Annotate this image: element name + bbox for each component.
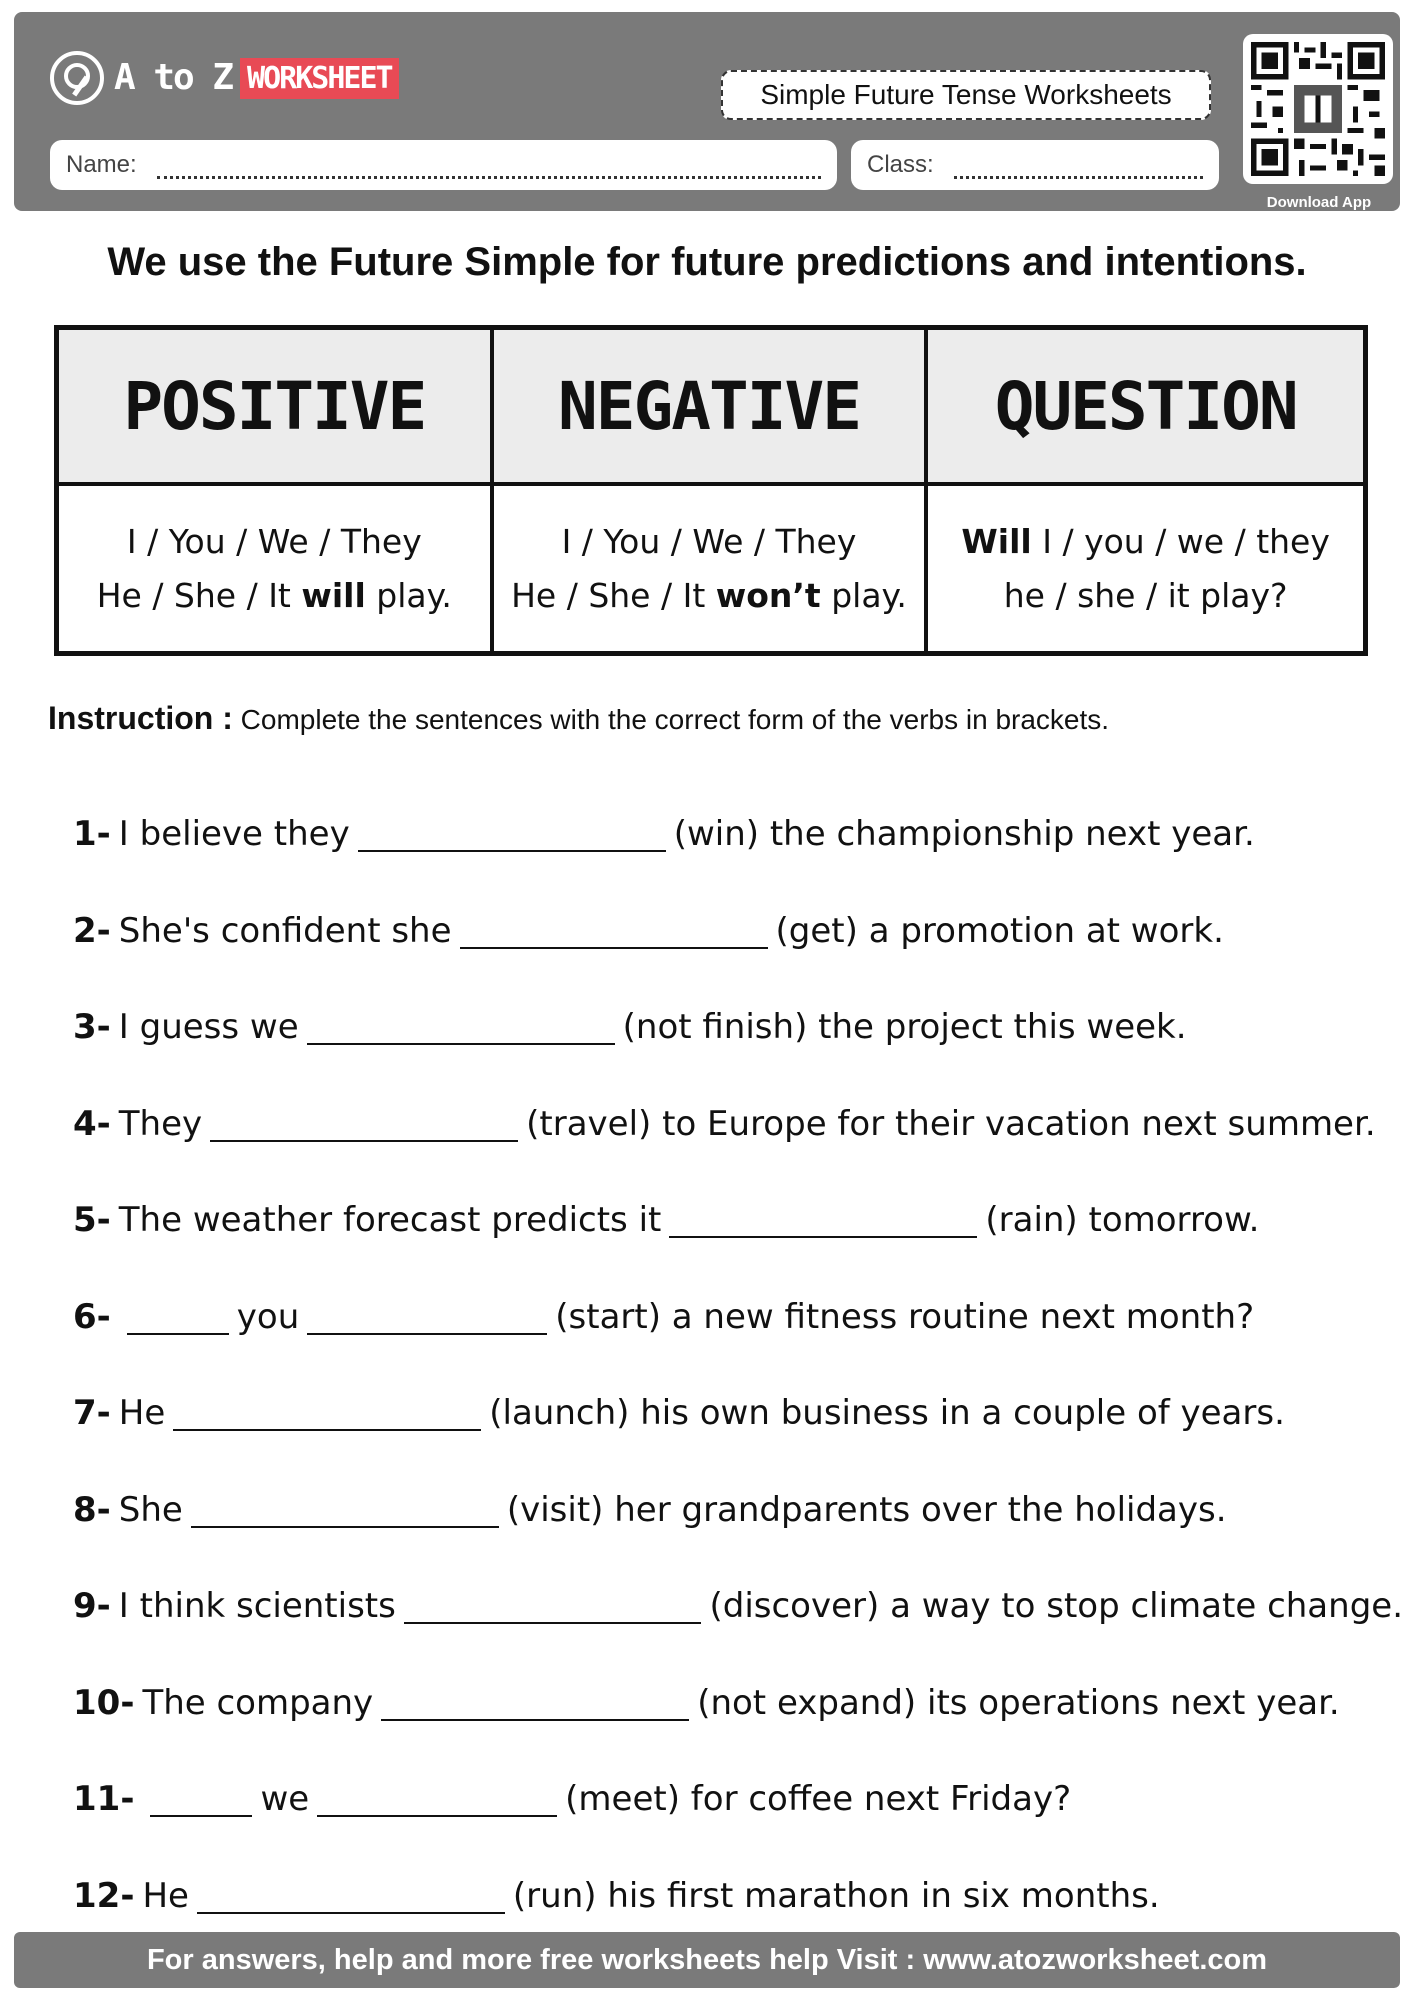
question-number: 12- xyxy=(73,1875,135,1916)
question-number: 5- xyxy=(73,1200,111,1241)
worksheet-title: Simple Future Tense Worksheets xyxy=(721,70,1211,120)
name-field[interactable] xyxy=(50,140,837,190)
name-dotted-line xyxy=(157,152,821,179)
question-6 xyxy=(73,1269,1403,1366)
question-text-before: I think scientists xyxy=(118,1586,396,1627)
instruction-text: Complete the sentences with the correct form of the verbs in brackets. xyxy=(232,704,1110,735)
negative-verb: play. xyxy=(820,575,907,615)
question-text-before: He xyxy=(118,1393,166,1434)
question-text-after: (not finish) the project this week. xyxy=(622,1007,1187,1048)
intro-heading: We use the Future Simple for future predictions and intentions. xyxy=(107,240,1307,284)
positive-heading: POSITIVE xyxy=(59,330,494,486)
question-text-after: (win) the championship next year. xyxy=(673,814,1255,855)
question-number: 4- xyxy=(73,1103,111,1144)
question-text-before: I guess we xyxy=(118,1007,299,1048)
name-label: Name: xyxy=(66,151,137,178)
question-number: 10- xyxy=(73,1682,135,1723)
question-8 xyxy=(73,1462,1403,1559)
question-subjects: I / you / we / they xyxy=(1031,521,1330,561)
question-text-after: (rain) tomorrow. xyxy=(985,1200,1260,1241)
question-number: 7- xyxy=(73,1393,111,1434)
logo-badge: WORKSHEET xyxy=(240,58,399,99)
question-7 xyxy=(73,1365,1403,1462)
logo-text: A to Z xyxy=(114,57,233,98)
question-1 xyxy=(73,786,1403,883)
question-number: 8- xyxy=(73,1489,111,1530)
question-9 xyxy=(73,1558,1403,1655)
positive-subjects: He / She / It xyxy=(96,575,302,615)
answer-blank[interactable] xyxy=(210,1106,518,1142)
answer-blank[interactable] xyxy=(173,1395,481,1431)
question-text-after: (discover) a way to stop climate change. xyxy=(709,1586,1403,1627)
question-5 xyxy=(73,1172,1403,1269)
answer-blank[interactable] xyxy=(381,1685,689,1721)
question-text-before: The company xyxy=(142,1682,374,1723)
grammar-table xyxy=(54,325,1368,656)
negative-line-2 xyxy=(511,569,907,623)
question-keyword: Will xyxy=(961,521,1032,561)
negative-subjects: He / She / It xyxy=(511,575,716,615)
answer-blank[interactable] xyxy=(307,1299,547,1335)
question-12 xyxy=(73,1848,1403,1945)
question-11 xyxy=(73,1751,1403,1848)
positive-line-2 xyxy=(97,569,452,623)
question-text-after: (get) a promotion at work. xyxy=(775,910,1224,951)
question-text-before: She's confident she xyxy=(118,910,452,951)
question-heading: QUESTION xyxy=(928,330,1363,486)
question-line-1 xyxy=(961,515,1329,569)
answer-blank[interactable] xyxy=(307,1009,615,1045)
answer-blank[interactable] xyxy=(358,816,666,852)
positive-verb: play. xyxy=(365,575,452,615)
pen-logo-icon xyxy=(50,51,104,105)
question-examples xyxy=(928,486,1363,651)
footer-banner[interactable]: For answers, help and more free worksheets help Visit : www.atozworksheet.com xyxy=(14,1932,1400,1988)
question-number: 6- xyxy=(73,1296,111,1337)
question-10 xyxy=(73,1655,1403,1752)
positive-line-1: I / You / We / They xyxy=(126,521,422,561)
class-label: Class: xyxy=(867,151,934,178)
question-text-after: (meet) for coffee next Friday? xyxy=(565,1779,1072,1820)
answer-blank[interactable] xyxy=(191,1492,499,1528)
auxiliary-blank[interactable] xyxy=(127,1299,229,1335)
question-3 xyxy=(73,979,1403,1076)
class-dotted-line xyxy=(954,152,1203,179)
negative-examples xyxy=(494,486,929,651)
answer-blank[interactable] xyxy=(460,913,768,949)
negative-heading: NEGATIVE xyxy=(494,330,929,486)
instruction-label: Instruction : xyxy=(48,700,233,736)
answer-blank[interactable] xyxy=(317,1781,557,1817)
question-text-before: He xyxy=(142,1875,189,1916)
instruction xyxy=(48,700,1388,737)
class-field[interactable] xyxy=(851,140,1219,190)
question-line-2: he / she / it play? xyxy=(1003,575,1288,615)
question-number: 11- xyxy=(73,1779,135,1820)
question-number: 9- xyxy=(73,1586,111,1627)
question-text-after: (run) his first marathon in six months. xyxy=(512,1875,1160,1916)
question-text-after: (not expand) its operations next year. xyxy=(697,1682,1340,1723)
negative-keyword: won’t xyxy=(715,575,821,615)
question-text-before: The weather forecast predicts it xyxy=(118,1200,662,1241)
question-text-after: (travel) to Europe for their vacation next summer. xyxy=(526,1103,1376,1144)
question-number: 2- xyxy=(73,910,111,951)
question-subject: you xyxy=(236,1296,300,1337)
auxiliary-blank[interactable] xyxy=(150,1781,252,1817)
positive-examples xyxy=(59,486,494,651)
question-text-after: (visit) her grandparents over the holidays. xyxy=(506,1489,1227,1530)
question-list xyxy=(73,786,1403,1944)
question-text-before: She xyxy=(118,1489,183,1530)
answer-blank[interactable] xyxy=(404,1588,702,1624)
question-text-after: (start) a new fitness routine next month? xyxy=(555,1296,1255,1337)
question-number: 1- xyxy=(73,814,111,855)
question-number: 3- xyxy=(73,1007,111,1048)
positive-keyword: will xyxy=(301,575,366,615)
answer-blank[interactable] xyxy=(669,1202,977,1238)
question-text-before: I believe they xyxy=(118,814,350,855)
question-2 xyxy=(73,883,1403,980)
negative-line-1: I / You / We / They xyxy=(561,521,857,561)
download-app-label[interactable]: Download App xyxy=(1266,194,1372,211)
question-4 xyxy=(73,1076,1403,1173)
question-subject: we xyxy=(260,1779,310,1820)
question-text-after: (launch) his own business in a couple of years. xyxy=(489,1393,1285,1434)
header-bar xyxy=(14,12,1400,211)
question-text-before: They xyxy=(118,1103,203,1144)
answer-blank[interactable] xyxy=(197,1878,505,1914)
site-logo[interactable] xyxy=(50,48,399,108)
qr-code-icon[interactable] xyxy=(1243,34,1393,184)
